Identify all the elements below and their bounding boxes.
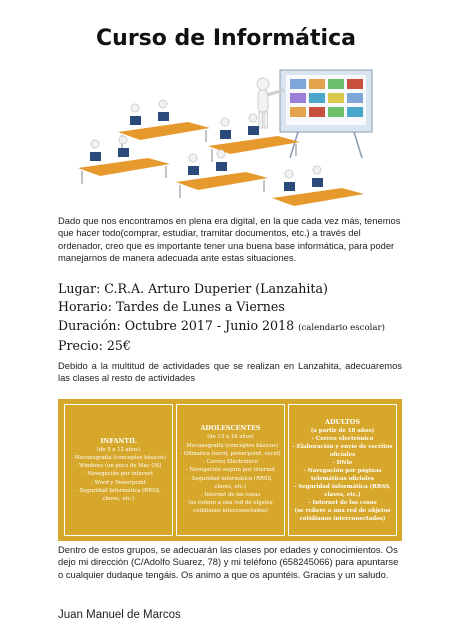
group-line: - Mecanografía (conceptos básicos) (70, 454, 167, 461)
price-line: Precio: 25€ (58, 338, 131, 354)
group-line: (se refiere a una red de objetos cotidianos interconectados) (294, 507, 391, 522)
group-adultos (288, 404, 397, 536)
group-line: - Seguridad Informática (RRSS, claves, etc.) (76, 487, 161, 502)
group-line: - Mecanografía (conceptos básicos) (182, 442, 279, 449)
course-facts (58, 280, 418, 356)
document-title: Curso de Informática (96, 26, 356, 51)
group-line: - Seguridad informática (RRSS, claves, etc.) (294, 483, 391, 498)
course-groups-panel (58, 399, 402, 541)
duration-note: (calendario escolar) (298, 322, 385, 333)
group-title: INFANTIL (100, 436, 137, 445)
group-line: (de 13 a 18 años) (207, 434, 254, 441)
intro-paragraph: Dado que nos encontramos en plena era digital, en la que cada vez más, tenemos que hacer todo(comprar, estudiar, tramitar documentos, etc.) a través del ordenador, creo que es importante tener una buena base informática, para poder manejarnos de manera adecuada ante estas situaciones. (58, 215, 401, 264)
group-line: (a partir de 18 años) (310, 427, 375, 434)
schedule-line: Horario: Tardes de Lunes a Viernes (58, 299, 285, 315)
group-line: - Ofimatica (word, powerpoint, excel) (180, 450, 281, 457)
group-line: - Navegación por páginas telemáticas oficiales (303, 467, 382, 482)
group-title: ADOLESCENTES (200, 424, 261, 433)
group-line: - Correo electrónico (311, 435, 374, 442)
signature: Juan Manuel de Marcos (58, 609, 181, 621)
group-line: - Internet de las cosas (308, 499, 377, 506)
location-line: Lugar: C.R.A. Arturo Duperier (Lanzahita) (58, 281, 328, 296)
group-line: - Windows (un poco de Mac OS) (75, 463, 162, 470)
group-line: - Navegación por internet (83, 471, 154, 478)
duration-text: Duración: Octubre 2017 - Junio 2018 (58, 317, 295, 333)
closing-paragraph: Dentro de estos grupos, se adecuarán las clases por edades y conocimientos. Os dejo mi dirección (C/Adolfo Suarez, 78) y mi teléfono (658245066) para apuntarse o cualquier dudaque tengáis. Os animo a que os apuntéis. Gracias y un saludo. (58, 544, 399, 580)
group-line: - Navegación segura por internet (185, 467, 276, 474)
notice-paragraph: Debido a la multitud de actividades que se realizan en Lanzahita, adecuaremos las clases al resto de actividades (58, 360, 402, 384)
group-line: (de 5 a 12 años) (96, 446, 141, 453)
group-line: - Internet de las cosas (200, 491, 261, 498)
group-line: - DNIe (332, 459, 353, 466)
classroom-illustration (58, 62, 398, 212)
group-line: - Seguridad informática (RRSS, claves, etc.) (188, 475, 273, 490)
group-line: - Correo Electrónico (203, 459, 258, 466)
group-infantil (64, 404, 173, 536)
duration-line (58, 317, 418, 337)
group-line: - Word y Powerpoint (91, 479, 146, 486)
group-title: ADULTOS (325, 417, 360, 426)
presentation-board (280, 70, 372, 158)
group-adolescentes (176, 404, 285, 536)
group-line: - Elaboración y envío de escritos oficiales (292, 443, 393, 458)
group-line: (se refiere a una red de objetos cotidianos interconectados) (188, 500, 273, 515)
